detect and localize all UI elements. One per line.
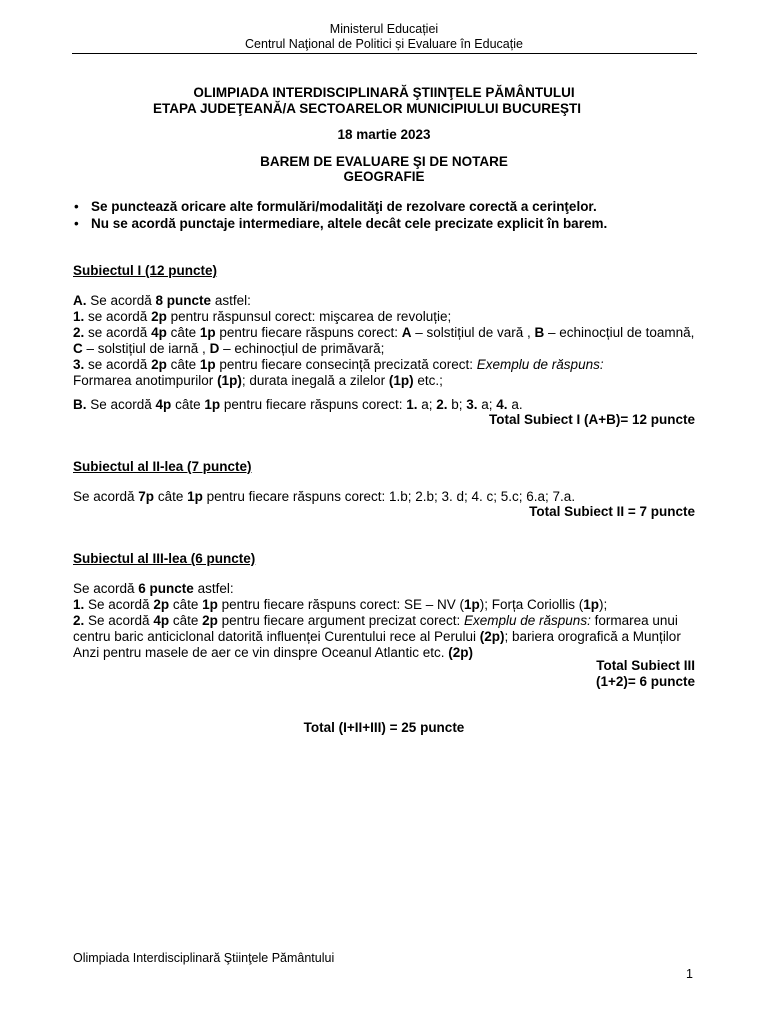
- olympiad-title: OLIMPIADA INTERDISCIPLINARĂ ŞTIINŢELE PĂMÂNTULUI: [193, 85, 575, 100]
- section-1-item-3: 3. se acordă 2p câte 1p pentru fiecare consecință precizată corect: Exemplu de răspuns: Formarea anotimpurilor (1p); durata inegală a zilelor (1p) etc.;: [73, 357, 604, 388]
- grand-total: Total (I+II+III) = 25 puncte: [303, 720, 465, 735]
- section-3-item-2: 2. Se acordă 4p câte 2p pentru fiecare argument precizat corect: Exemplu de răspuns: formarea unui centru baric anticiclonal datorită influenței Curentului rece al Perului (2p); bariera orografică a Munților Anzi pentru masele de aer ce vin dinspre Oceanul Atlantic etc. (2p): [73, 613, 681, 660]
- section-2-total: Total Subiect II = 7 puncte: [529, 504, 695, 519]
- header-divider: [72, 53, 697, 54]
- section-2-heading: Subiectul al II-lea (7 puncte): [73, 459, 252, 474]
- general-notes: [73, 198, 695, 232]
- section-3-item-1: 1. Se acordă 2p câte 1p pentru fiecare răspuns corect: SE – NV (1p); Forța Coriollis (1p);: [73, 597, 608, 612]
- note-item: • Se punctează oricare alte formulări/modalităţi de rezolvare corectă a cerinţelor.: [74, 199, 597, 214]
- section-1-b: B. Se acordă 4p câte 1p pentru fiecare răspuns corect: 1. a; 2. b; 3. a; 4. a.: [73, 397, 523, 412]
- subject-title: GEOGRAFIE: [343, 169, 425, 184]
- exam-date: 18 martie 2023: [337, 127, 431, 142]
- page-header: [0, 22, 768, 52]
- center-name: Centrul Naţional de Politici și Evaluare în Educație: [245, 37, 523, 51]
- ministry-name: Ministerul Educației: [329, 22, 439, 36]
- section-1-item-1: 1. se acordă 2p pentru răspunsul corect: mişcarea de revoluție;: [73, 309, 452, 324]
- section-1-heading: Subiectul I (12 puncte): [73, 263, 218, 278]
- section-3-intro: Se acordă 6 puncte astfel:: [73, 581, 234, 596]
- note-item: • Nu se acordă punctaje intermediare, altele decât cele precizate explicit în barem.: [74, 216, 608, 231]
- section-1-a-intro: A. Se acordă 8 puncte astfel:: [73, 293, 251, 308]
- barem-title: BAREM DE EVALUARE ŞI DE NOTARE: [260, 154, 508, 169]
- page-number: 1: [686, 967, 693, 981]
- section-3-heading: Subiectul al III-lea (6 puncte): [73, 551, 256, 566]
- bullet-icon: •: [74, 199, 79, 214]
- section-1-total: Total Subiect I (A+B)= 12 puncte: [488, 412, 695, 427]
- section-1-item-2: 2. se acordă 4p câte 1p pentru fiecare răspuns corect: A – solstițiul de vară , B – echinocțiul de toamnă, C – solstițiul de iarnă , D – echinocțiul de primăvară;: [73, 325, 695, 356]
- section-3-total: Total Subiect III (1+2)= 6 puncte: [595, 658, 695, 689]
- page-footer: Olimpiada Interdisciplinară Ştiinţele Pământului: [73, 951, 335, 965]
- bullet-icon: •: [74, 216, 79, 231]
- stage-title: ETAPA JUDEŢEANĂ/A SECTOARELOR MUNICIPIULUI BUCUREŞTI: [152, 101, 582, 116]
- section-2-answers: Se acordă 7p câte 1p pentru fiecare răspuns corect: 1.b; 2.b; 3. d; 4. c; 5.c; 6.a; 7.a.: [73, 489, 576, 504]
